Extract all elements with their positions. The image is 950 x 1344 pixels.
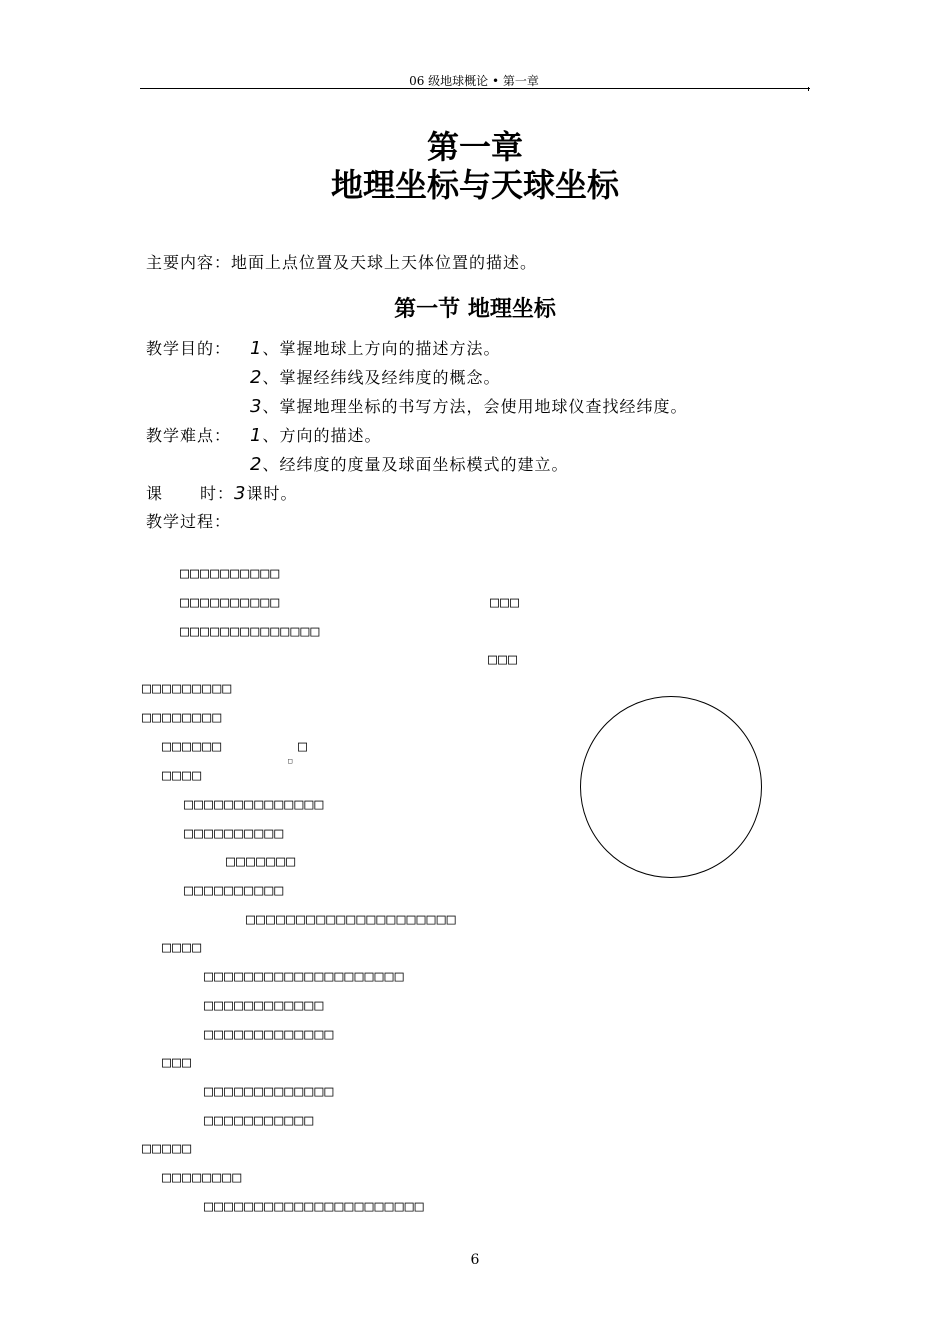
section-title: 第一节 地理坐标 (394, 296, 556, 322)
placeholder-line: □□□□□□□□□□□□ (204, 996, 325, 1014)
chapter-title: 第一章 (426, 128, 523, 166)
objective-item (250, 365, 500, 388)
placeholder-mark: □ (288, 757, 294, 765)
hours-label-a: 课 (146, 484, 164, 503)
objective-text: 、掌握经纬线及经纬度的概念。 (262, 368, 501, 387)
placeholder-line: □□□□□□□□□□ (184, 881, 285, 899)
main-content-label: 主要内容： (146, 253, 232, 272)
hours-line (200, 481, 297, 504)
difficulty-item (250, 423, 381, 446)
placeholder-line: □□□□□□□□□□□□□□□□□□□□□□ (204, 1197, 425, 1215)
placeholder-line: □□□□ (162, 766, 203, 784)
placeholder-line: □□□□□□□□□□□□□□□□□□□□□ (246, 910, 457, 928)
placeholder-line: □□□□□□□□□□□□□□□□□□□□ (204, 967, 405, 985)
objective-text: 、掌握地球上方向的描述方法。 (262, 339, 501, 358)
placeholder-line: □□□□□□□□□ (142, 679, 233, 697)
placeholder-line: □□□□□□□□□□□□□ (204, 1082, 335, 1100)
placeholder-line: □□□□□□□□□□ (180, 593, 281, 611)
header-rule (140, 88, 810, 89)
objective-number: 1 (250, 338, 263, 359)
difficulty-text: 、方向的描述。 (262, 426, 382, 445)
placeholder-line: □□□□□□□□□□□□□□ (184, 795, 325, 813)
main-content-text: 地面上点位置及天球上天体位置的描述。 (231, 253, 538, 272)
placeholder-line: □□□□ (162, 938, 203, 956)
objective-text: 、掌握地理坐标的书写方法，会使用地球仪查找经纬度。 (262, 397, 688, 416)
hours-number: 3 (234, 483, 247, 504)
process-label: 教学过程： (146, 512, 232, 531)
placeholder-line: □□□ (490, 593, 521, 611)
page-number: 6 (470, 1252, 480, 1268)
header-rule-end (808, 87, 809, 91)
difficulty-number: 1 (250, 425, 263, 446)
objective-item (250, 394, 687, 417)
chapter-subtitle: 地理坐标与天球坐标 (330, 166, 619, 204)
difficulty-number: 2 (250, 454, 263, 475)
placeholder-line: □ (298, 737, 309, 755)
difficulty-text: 、经纬度的度量及球面坐标模式的建立。 (262, 455, 569, 474)
running-header: 06 级地球概论 • 第一章 (409, 74, 539, 88)
placeholder-line: □□□□□□□□□□□□□□ (180, 622, 321, 640)
placeholder-line: □□□□□□□□□□□□□ (204, 1025, 335, 1043)
placeholder-line: □□□ (162, 1053, 193, 1071)
placeholder-line: □□□□□□□□ (162, 1168, 243, 1186)
main-content (146, 250, 537, 273)
objective-number: 3 (250, 396, 263, 417)
objective-item (250, 336, 500, 359)
placeholder-line: □□□ (488, 650, 519, 668)
placeholder-line: □□□□□□ (162, 737, 223, 755)
difficulties-label: 教学难点： (146, 426, 232, 445)
placeholder-line: □□□□□□□□□□ (180, 564, 281, 582)
placeholder-line: □□□□□□□□□□□ (204, 1111, 315, 1129)
placeholder-line: □□□□□□□ (226, 852, 297, 870)
placeholder-line: □□□□□□□□□□ (184, 824, 285, 842)
objective-number: 2 (250, 367, 263, 388)
globe-circle-figure (580, 696, 762, 878)
difficulty-item (250, 452, 568, 475)
hours-text: 课时。 (246, 484, 298, 503)
hours-label-b: 时： (200, 484, 235, 503)
objectives-label: 教学目的： (146, 339, 232, 358)
placeholder-line: □□□□□ (142, 1139, 193, 1157)
placeholder-line: □□□□□□□□ (142, 708, 223, 726)
